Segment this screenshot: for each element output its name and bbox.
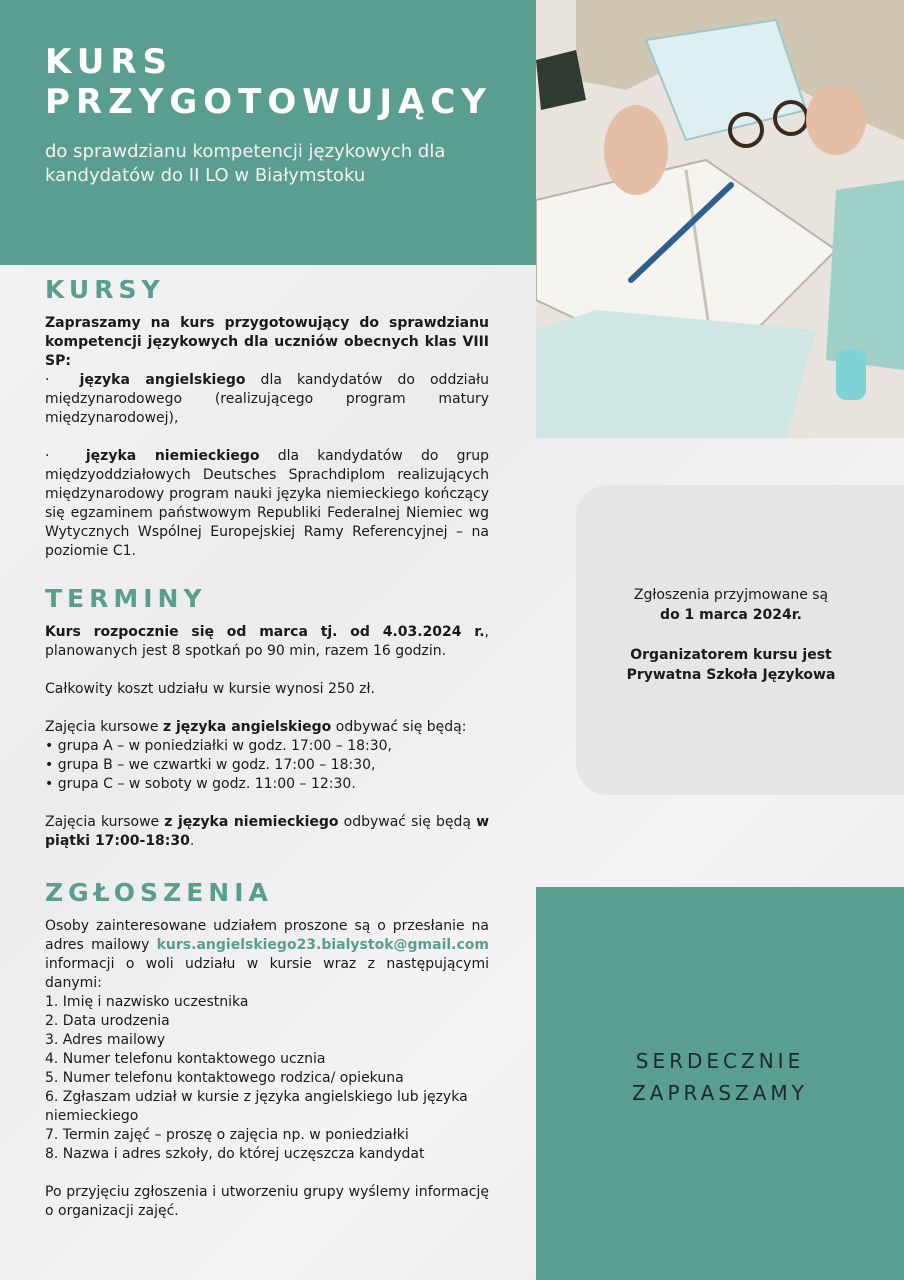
- terminy-group-c: • grupa C – w soboty w godz. 11:00 – 12:30.: [45, 776, 356, 792]
- section-heading-terminy: TERMINY: [45, 584, 207, 613]
- terminy-german-end: .: [189, 833, 195, 849]
- invitation-text: [536, 1045, 904, 1109]
- terminy-start: [45, 623, 489, 661]
- list-item: 1. Imię i nazwisko uczestnika: [45, 994, 249, 1010]
- organizer-name: Prywatna Szkoła Językowa: [626, 667, 836, 683]
- zgloszenia-list: [45, 993, 489, 1164]
- list-item: 6. Zgłaszam udział w kursie z języka angielskiego lub języka niemieckiego: [45, 1089, 468, 1124]
- deadline-label: Zgłoszenia przyjmowane są: [633, 587, 829, 603]
- terminy-german: [45, 813, 489, 851]
- list-item: 7. Termin zajęć – proszę o zajęcia np. w poniedziałki: [45, 1127, 409, 1143]
- list-item: 2. Data urodzenia: [45, 1013, 170, 1029]
- page-subtitle: do sprawdzianu kompetencji językowych dla kandydatów do II LO w Białymstoku: [45, 141, 446, 186]
- terminy-group-b: • grupa B – we czwartki w godz. 17:00 – 18:30,: [45, 757, 376, 773]
- section-heading-kursy: KURSY: [45, 275, 165, 304]
- terminy-cost: Całkowity koszt udziału w kursie wynosi 250 zł.: [45, 681, 375, 697]
- kursy-item-german: · języka niemieckiego dla kandydatów do grup międzyoddziałowych Deutsches Sprachdiplom realizujących międzynarodowy program nauki języka niemieckiego kończący się egzaminem państwowym Republiki Federalnej Niemiec wg Wytycznych Wspólnej Europejskiej Ramy Referencyjnej – na poziomie C1.: [45, 448, 490, 559]
- terminy-english: [45, 718, 489, 737]
- invitation-line-1: SERDECZNIE: [635, 1049, 805, 1073]
- kursy-item-english: · języka angielskiego dla kandydatów do oddziału międzynarodowego (realizującego program matury międzynarodowej),: [45, 372, 490, 426]
- terminy-german-post: odbywać się będą: [338, 814, 477, 830]
- list-item: 3. Adres mailowy: [45, 1032, 166, 1048]
- list-item: 4. Numer telefonu kontaktowego ucznia: [45, 1051, 326, 1067]
- list-item: 8. Nazwa i adres szkoły, do której uczęszcza kandydat: [45, 1146, 425, 1162]
- kursy-item-german-bold: języka niemieckiego: [85, 448, 260, 464]
- kursy-intro: Zapraszamy na kurs przygotowujący do sprawdzianu kompetencji językowych dla uczniów obecnych klas VIII SP:: [45, 315, 489, 369]
- title-line-1: KURS: [45, 42, 174, 82]
- terminy-group-a: • grupa A – w poniedziałki w godz. 17:00 – 18:30,: [45, 738, 393, 754]
- info-card-text: [576, 585, 886, 685]
- terminy-start-bold: Kurs rozpocznie się od marca tj. od 4.03.2024 r.: [45, 624, 485, 640]
- zgloszenia-intro-post: informacji o woli udziału w kursie wraz z następującymi danymi:: [45, 956, 489, 991]
- terminy-german-bold: z języka niemieckiego: [164, 814, 339, 830]
- invitation-banner: [536, 887, 904, 1280]
- study-desk-photo: [536, 0, 904, 438]
- kursy-item-german-text: dla kandydatów do grup międzyoddziałowych Deutsches Sprachdiplom realizujących międzynarodowy program nauki języka niemieckiego kończący się egzaminem państwowym Republiki Federalnej Niemiec wg Wytycznych Wspólnej Europejskiej Ramy Referencyjnej – na poziomie C1.: [45, 448, 490, 559]
- section-heading-zgloszenia: ZGŁOSZENIA: [45, 878, 273, 907]
- deadline-date: do 1 marca 2024r.: [660, 607, 802, 623]
- terminy-english-bold: z języka angielskiego: [162, 719, 332, 735]
- organizer-label: Organizatorem kursu jest: [630, 647, 832, 663]
- kursy-item-english-bold: języka angielskiego: [79, 372, 246, 388]
- terminy-english-post: odbywać się będą:: [331, 719, 467, 735]
- kursy-item-english-text: dla kandydatów do oddziału międzynarodowego (realizującego program matury międzynarodowej),: [45, 372, 490, 426]
- study-desk-illustration: [536, 0, 904, 438]
- info-card: [576, 485, 904, 795]
- invitation-line-2: ZAPRASZAMY: [632, 1081, 808, 1105]
- zgloszenia-closing: Po przyjęciu zgłoszenia i utworzeniu grupy wyślemy informację o organizacji zajęć.: [45, 1184, 489, 1219]
- title-line-2: PRZYGOTOWUJĄCY: [45, 82, 492, 122]
- zgloszenia-intro-pre: Osoby zainteresowane udziałem proszone są o przesłanie na adres mailowy: [45, 918, 489, 953]
- terminy-start-text: , planowanych jest 8 spotkań po 90 min, razem 16 godzin.: [45, 624, 489, 659]
- main-content: [45, 270, 489, 1221]
- terminy-german-pre: Zajęcia kursowe: [45, 814, 165, 830]
- hero-banner: [0, 0, 536, 265]
- page-title: [45, 42, 492, 122]
- email-link[interactable]: kurs.angielskiego23.bialystok@gmail.com: [156, 937, 489, 953]
- list-item: 5. Numer telefonu kontaktowego rodzica/ opiekuna: [45, 1070, 404, 1086]
- terminy-english-pre: Zajęcia kursowe: [45, 719, 163, 735]
- terminy-german-time: w piątki 17:00-18:30: [45, 814, 489, 849]
- zgloszenia-intro: [45, 917, 489, 993]
